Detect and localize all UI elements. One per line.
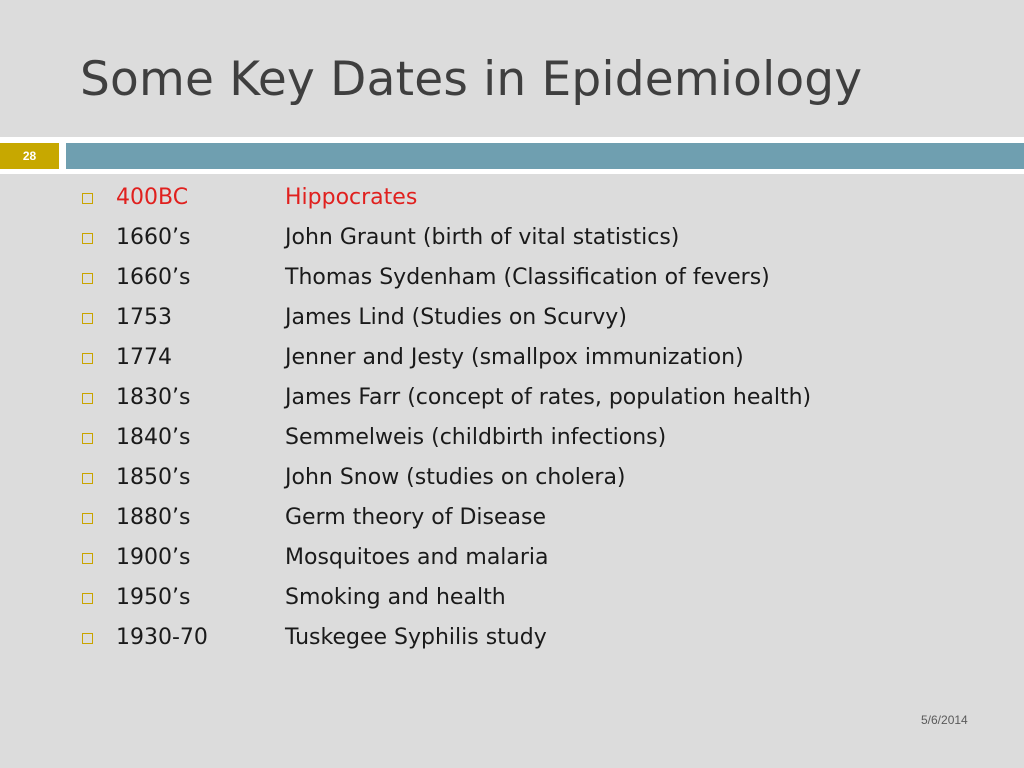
square-outline-bullet-icon	[82, 513, 93, 524]
list-item-date: 1900’s	[116, 545, 191, 570]
list-item-event: Semmelweis (childbirth infections)	[285, 425, 667, 450]
square-outline-bullet-icon	[82, 313, 93, 324]
list-item	[80, 178, 980, 218]
slide-title: Some Key Dates in Epidemiology	[80, 52, 863, 107]
list-item	[80, 218, 980, 258]
footer-date: 5/6/2014	[921, 713, 968, 727]
list-item-event: Germ theory of Disease	[285, 505, 547, 530]
square-outline-bullet-icon	[82, 353, 93, 364]
list-item-date: 400BC	[116, 185, 189, 210]
list-item-date: 1660’s	[116, 225, 191, 250]
list-item-date: 1950’s	[116, 585, 191, 610]
list-item-date: 1774	[116, 345, 172, 370]
list-item	[80, 378, 980, 418]
square-outline-bullet-icon	[82, 233, 93, 244]
list-item-date: 1930-70	[116, 625, 208, 650]
list-item	[80, 618, 980, 658]
list-item-event: John Snow (studies on cholera)	[285, 465, 626, 490]
list-item	[80, 578, 980, 618]
list-item-event: Jenner and Jesty (smallpox immunization)	[285, 345, 744, 370]
square-outline-bullet-icon	[82, 593, 93, 604]
slide-number: 28	[0, 143, 59, 169]
key-dates-list	[80, 178, 980, 658]
square-outline-bullet-icon	[82, 633, 93, 644]
list-item-event: James Lind (Studies on Scurvy)	[285, 305, 627, 330]
list-item-event: Mosquitoes and malaria	[285, 545, 549, 570]
square-outline-bullet-icon	[82, 393, 93, 404]
header-accent-bar	[66, 143, 1024, 169]
list-item-event: Thomas Sydenham (Classification of fevers)	[285, 265, 770, 290]
list-item	[80, 538, 980, 578]
list-item	[80, 298, 980, 338]
list-item-date: 1830’s	[116, 385, 191, 410]
list-item	[80, 258, 980, 298]
square-outline-bullet-icon	[82, 433, 93, 444]
list-item-date: 1850’s	[116, 465, 191, 490]
list-item-event: Tuskegee Syphilis study	[285, 625, 547, 650]
square-outline-bullet-icon	[82, 553, 93, 564]
list-item-event: Smoking and health	[285, 585, 506, 610]
list-item-event: Hippocrates	[285, 185, 418, 210]
list-item-date: 1880’s	[116, 505, 191, 530]
list-item	[80, 418, 980, 458]
list-item-date: 1660’s	[116, 265, 191, 290]
square-outline-bullet-icon	[82, 273, 93, 284]
list-item	[80, 338, 980, 378]
square-outline-bullet-icon	[82, 473, 93, 484]
list-item	[80, 458, 980, 498]
list-item-date: 1753	[116, 305, 172, 330]
list-item	[80, 498, 980, 538]
list-item-event: John Graunt (birth of vital statistics)	[285, 225, 680, 250]
square-outline-bullet-icon	[82, 193, 93, 204]
list-item-date: 1840’s	[116, 425, 191, 450]
list-item-event: James Farr (concept of rates, population health)	[285, 385, 812, 410]
